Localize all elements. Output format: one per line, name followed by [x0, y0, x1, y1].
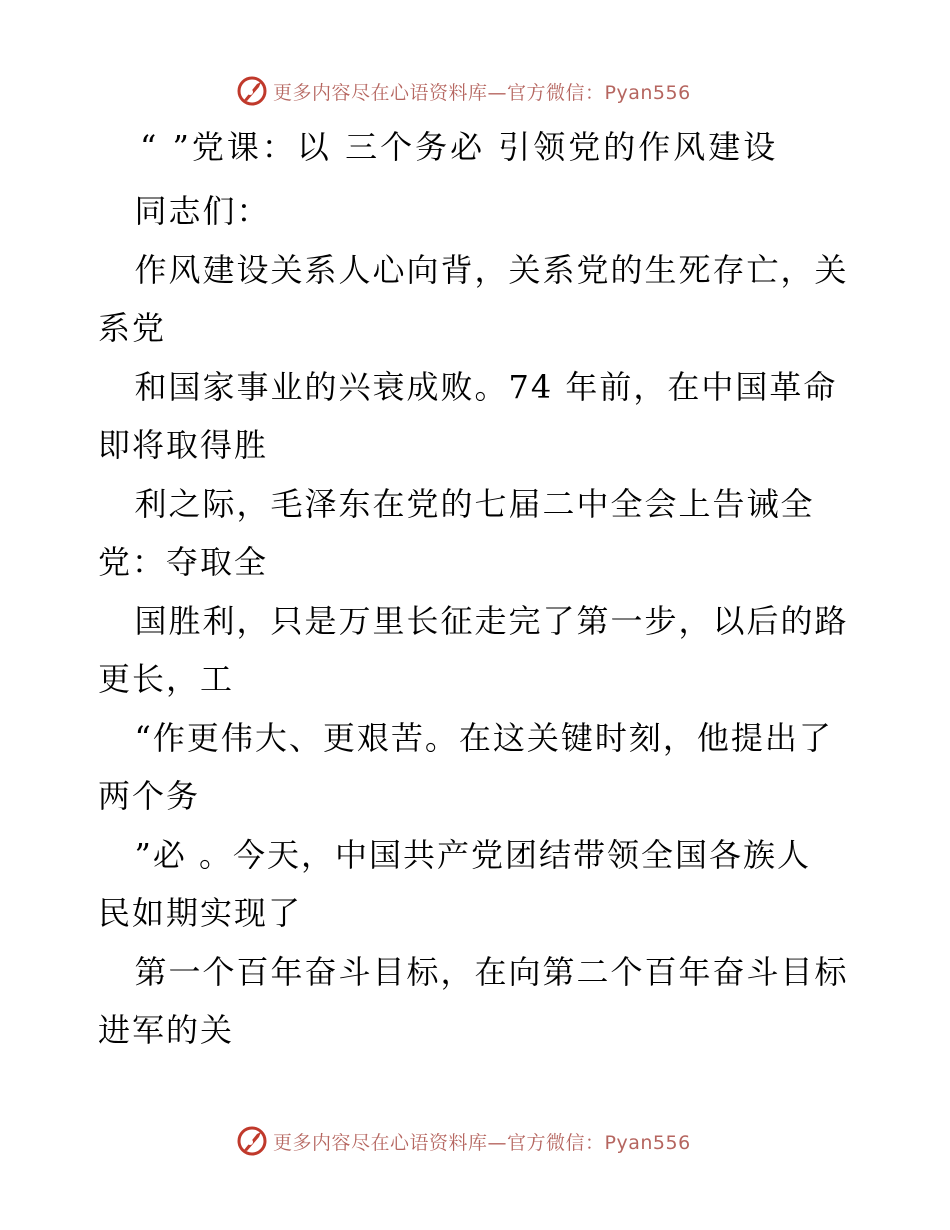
quill-logo-icon [235, 74, 269, 108]
text-line: “作更伟大、更艰苦。在这关键时刻，他提出了 [98, 718, 833, 757]
text-line: 即将取得胜 [98, 426, 269, 464]
text-line: 同志们： [98, 192, 271, 230]
document-body [98, 182, 858, 1060]
document-title: “ ”党课：以 三个务必 引领党的作风建设 [140, 128, 779, 166]
text-line: 党：夺取全 [98, 543, 269, 581]
header-watermark [235, 73, 691, 109]
text-line: 和国家事业的兴衰成败。74 年前，在中国革命 [98, 367, 838, 406]
text-line: 系党 [98, 309, 167, 347]
text-line: 利之际，毛泽东在党的七届二中全会上告诫全 [98, 484, 815, 523]
watermark-text: 更多内容尽在心语资料库—官方微信：Pyan556 [273, 1131, 691, 1154]
footer-watermark [235, 1123, 691, 1159]
text-line: ”必 。今天，中国共产党团结带领全国各族人 [98, 835, 812, 874]
quill-logo-icon [235, 1124, 269, 1158]
text-line: 进军的关 [98, 1011, 235, 1049]
text-line: 更长，工 [98, 660, 235, 698]
text-line: 国胜利，只是万里长征走完了第一步，以后的路 [98, 601, 849, 640]
text-line: 第一个百年奋斗目标，在向第二个百年奋斗目标 [98, 952, 849, 991]
watermark-text: 更多内容尽在心语资料库—官方微信：Pyan556 [273, 81, 691, 104]
text-line: 两个务 [98, 777, 201, 815]
text-line: 作风建设关系人心向背，关系党的生死存亡，关 [98, 250, 849, 289]
text-line: 民如期实现了 [98, 894, 303, 932]
